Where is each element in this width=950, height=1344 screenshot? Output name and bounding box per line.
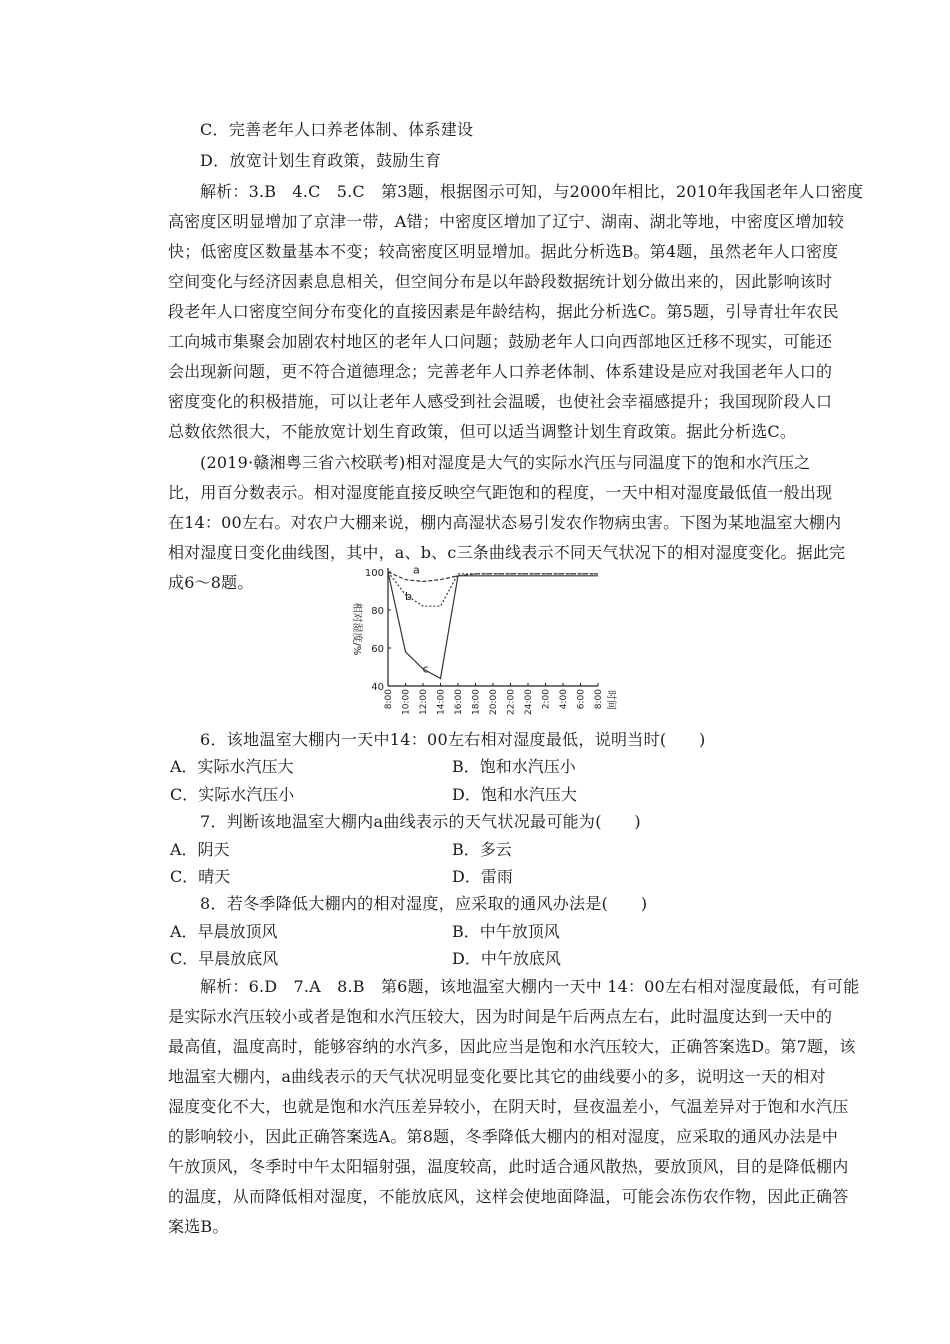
prev-option-d: D．放宽计划生育政策，鼓励生育	[200, 151, 442, 170]
analysis1-line: 空间变化与经济因素息息相关，但空间分布是以年龄段数据统计划分做出来的，因此影响该时	[168, 272, 833, 291]
analysis2-line: 湿度变化不大，也就是饱和水汽压差异较小，在阴天时，昼夜温差小，气温差异对于饱和水汽压	[168, 1097, 849, 1116]
analysis1-line: 解析：3.B 4.C 5.C 第3题，根据图示可知，与2000年相比，2010年我国老年人口密度	[200, 182, 864, 201]
y-tick-label: 80	[371, 606, 384, 617]
intro-line: 比，用百分数表示。相对湿度能直接反映空气距饱和的程度，一天中相对湿度最低值一般出现	[168, 483, 833, 502]
question-stem: 6．该地温室大棚内一天中14：00左右相对湿度最低，说明当时( )	[200, 730, 706, 749]
analysis1-line: 快；低密度区数量基本不变；较高密度区明显增加。据此分析选B。第4题，虽然老年人口密度	[168, 242, 839, 261]
option-a: A．实际水汽压大	[170, 757, 294, 776]
y-tick-labels	[365, 568, 391, 693]
analysis2-line: 的温度，从而降低相对湿度，不能放底风，这样会使地面降温，可能会冻伤农作物，因此正确答	[168, 1187, 849, 1206]
analysis2-line: 最高值，温度高时，能够容纳的水汽多，因此应当是饱和水汽压较大，正确答案选D。第7题，该	[168, 1037, 856, 1056]
humidity-chart	[340, 560, 616, 720]
option-c: C．晴天	[170, 867, 231, 886]
x-tick-label: 14:00	[436, 689, 447, 715]
analysis2-line: 的影响较小，因此正确答案选A。第8题，冬季降低大棚内的相对湿度，应采取的通风办法是中	[168, 1127, 839, 1146]
option-b: B．饱和水汽压小	[452, 757, 576, 776]
analysis2-line: 解析：6.D 7.A 8.B 第6题，该地温室大棚内一天中 14：00左右相对湿度最低，有可能	[200, 977, 860, 996]
y-tick-label: 40	[371, 682, 384, 693]
x-tick-label: 10:00	[401, 689, 412, 715]
analysis1-line: 段老年人口密度空间分布变化的直接因素是年龄结构，据此分析选C。第5题，引导青壮年农民	[168, 302, 839, 321]
prev-option-c: C．完善老年人口养老体制、体系建设	[200, 120, 474, 139]
analysis2-line: 是实际水汽压较小或者是饱和水汽压较大，因为时间是午后两点左右，此时温度达到一天中的	[168, 1007, 833, 1026]
question-stem: 8．若冬季降低大棚内的相对湿度，应采取的通风办法是( )	[200, 894, 648, 913]
x-tick-label: 22:00	[506, 689, 517, 715]
x-tick-label: 8:00	[384, 689, 394, 710]
analysis2-line: 地温室大棚内，a曲线表示的天气状况明显变化要比其它的曲线要小的多，说明这一天的相对	[168, 1067, 826, 1086]
x-tick-label: 18:00	[471, 689, 482, 715]
x-tick-labels	[384, 683, 604, 715]
chart-axes	[388, 568, 598, 686]
analysis1-line: 密度变化的积极措施，可以让老年人感受到社会温暖，也使社会幸福感提升；我国现阶段人口	[168, 392, 833, 411]
intro-line: 成6～8题。	[168, 573, 254, 592]
y-tick-label: 60	[371, 644, 384, 655]
series-label-b: b	[405, 590, 412, 604]
option-c: C．实际水汽压小	[170, 785, 295, 804]
x-tick-label: 20:00	[489, 689, 499, 715]
analysis1-line: 会出现新问题，更不符合道德理念；完善老年人口养老体制、体系建设是应对我国老年人口的	[168, 362, 833, 381]
intro-line: (2019·赣湘粤三省六校联考)相对湿度是大气的实际水汽压与同温度下的饱和水汽压之	[200, 453, 811, 472]
analysis1-line: 高密度区明显增加了京津一带，A错；中密度区增加了辽宁、湖南、湖北等地，中密度区增加较	[168, 212, 844, 231]
option-a: A．阴天	[170, 840, 230, 859]
option-a: A．早晨放顶风	[170, 922, 278, 941]
analysis1-line: 工向城市集聚会加剧农村地区的老年人口问题；鼓励老年人口向西部地区迁移不现实，可能还	[168, 332, 833, 351]
option-c: C．早晨放底风	[170, 949, 279, 968]
x-tick-label: 24:00	[524, 689, 534, 715]
x-tick-label: 16:00	[454, 689, 464, 715]
series-label-a: a	[413, 563, 420, 577]
question-stem: 7．判断该地温室大棚内a曲线表示的天气状况最可能为( )	[200, 812, 641, 831]
x-tick-label: 4:00	[559, 689, 569, 710]
option-d: D．雷雨	[452, 867, 513, 886]
analysis2-line: 午放顶风，冬季时中午太阳辐射强，温度较高，此时适合通风散热，要放顶风，目的是降低棚内	[168, 1157, 849, 1176]
x-axis-label: 时间	[605, 690, 616, 710]
y-axis-label: 相对湿度/%	[351, 602, 362, 656]
series-line-c	[388, 572, 598, 678]
y-tick-label: 100	[364, 568, 384, 579]
analysis1-line: 总数依然很大，不能放宽计划生育政策，但可以适当调整计划生育政策。据此分析选C。	[168, 422, 797, 441]
chart-series	[388, 564, 598, 679]
analysis2-line: 案选B。	[168, 1217, 229, 1236]
option-d: D．中午放底风	[452, 949, 561, 968]
intro-line: 在14：00左右。对农户大棚来说，棚内高湿状态易引发农作物病虫害。下图为某地温室大棚内	[168, 513, 842, 532]
x-tick-label: 8:00	[594, 689, 604, 710]
x-tick-label: 2:00	[541, 689, 552, 710]
option-b: B．多云	[452, 840, 512, 859]
option-b: B．中午放顶风	[452, 922, 560, 941]
intro-line: 相对湿度日变化曲线图，其中，a、b、c三条曲线表示不同天气状况下的相对湿度变化。据此完	[168, 543, 846, 562]
series-label-c: c	[422, 662, 429, 676]
option-d: D．饱和水汽压大	[452, 785, 577, 804]
x-tick-label: 12:00	[419, 689, 429, 715]
series-line-b	[388, 572, 598, 606]
x-tick-label: 6:00	[576, 689, 587, 710]
